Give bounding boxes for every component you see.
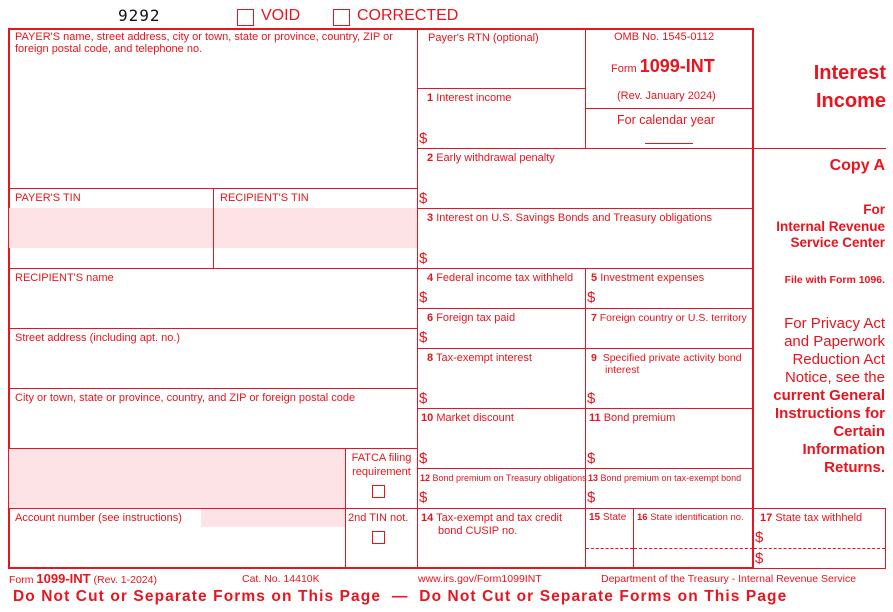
box13-dollar: $ bbox=[587, 489, 596, 506]
irs-center: For Internal Revenue Service Center bbox=[776, 202, 885, 250]
form-title bbox=[760, 59, 886, 115]
box3-label: 3 Interest on U.S. Savings Bonds and Treasury obligations bbox=[427, 212, 712, 224]
payer-tin-label: PAYER'S TIN bbox=[15, 192, 81, 204]
omb-form-name: 1099-INT bbox=[639, 56, 715, 76]
box16-divider bbox=[634, 548, 753, 549]
box1-dollar: $ bbox=[419, 130, 428, 147]
box10-dollar: $ bbox=[419, 450, 428, 467]
void-label: VOID bbox=[261, 7, 301, 24]
box10-label: 10 Market discount bbox=[421, 412, 514, 424]
omb-form-title bbox=[611, 56, 715, 77]
recipient-tin-shade bbox=[214, 208, 417, 248]
corrected-checkbox[interactable] bbox=[333, 9, 350, 26]
box15-divider bbox=[586, 548, 633, 549]
box17-divider bbox=[754, 548, 885, 549]
box8-label: 8 Tax-exempt interest bbox=[427, 352, 532, 364]
account-number-label: Account number (see instructions) bbox=[15, 512, 182, 524]
street-address-label: Street address (including apt. no.) bbox=[15, 332, 181, 344]
calendar-year-line[interactable] bbox=[645, 143, 693, 144]
fatca-label: FATCA filing requirement bbox=[351, 452, 412, 478]
fatca-checkbox[interactable] bbox=[372, 485, 385, 498]
city-label: City or town, state or province, country, and ZIP or foreign postal code bbox=[15, 392, 356, 404]
box3-dollar: $ bbox=[419, 250, 428, 267]
footer-cat: Cat. No. 14410K bbox=[242, 573, 320, 585]
recipient-name-label: RECIPIENT'S name bbox=[15, 272, 114, 284]
footer-dept: Department of the Treasury - Internal Revenue Service bbox=[601, 573, 857, 585]
corrected-label: CORRECTED bbox=[357, 7, 459, 24]
box5-label: 5 Investment expenses bbox=[591, 272, 705, 284]
payer-block-label: PAYER'S name, street address, city or town, state or province, country, ZIP or foreign postal code, and telephone no. bbox=[15, 31, 393, 55]
shaded-fill bbox=[9, 449, 345, 508]
account-shade bbox=[201, 509, 345, 527]
recipient-tin-label: RECIPIENT'S TIN bbox=[220, 192, 309, 204]
calendar-year-label: For calendar year bbox=[617, 113, 715, 127]
box2-label: 2 Early withdrawal penalty bbox=[427, 152, 555, 164]
box9-label: 9 Specified private activity bond interest bbox=[591, 352, 742, 376]
box16-label: 16 State identification no. bbox=[637, 512, 744, 523]
box17-dollar1: $ bbox=[755, 529, 764, 546]
box12-label: 12 Bond premium on Treasury obligations bbox=[420, 473, 587, 483]
omb-number: OMB No. 1545-0112 bbox=[614, 31, 715, 43]
box11-dollar: $ bbox=[587, 450, 596, 467]
box17-label: 17 State tax withheld bbox=[760, 512, 863, 524]
box8-dollar: $ bbox=[419, 390, 428, 407]
privacy-notice: For Privacy Act and Paperwork Reduction Act Notice, see the current General Instructions for Certain Information Returns. bbox=[773, 315, 885, 476]
box12-dollar: $ bbox=[419, 489, 428, 506]
box6-label: 6 Foreign tax paid bbox=[427, 312, 516, 324]
box9-dollar: $ bbox=[587, 390, 596, 407]
box2-dollar: $ bbox=[419, 190, 428, 207]
side-divider bbox=[753, 148, 886, 149]
omb-form-prefix: Form bbox=[611, 63, 637, 75]
box6-dollar: $ bbox=[419, 329, 428, 346]
box17-dollar2: $ bbox=[755, 550, 764, 567]
file-with: File with Form 1096. bbox=[784, 274, 885, 286]
payer-tin-shade bbox=[9, 208, 213, 248]
copy-a: Copy A bbox=[829, 157, 885, 174]
omb-rev: (Rev. January 2024) bbox=[617, 90, 716, 102]
box4-label: 4 Federal income tax withheld bbox=[427, 272, 574, 284]
box15-label: 15 State bbox=[589, 512, 627, 523]
box14-label: 14 Tax-exempt and tax credit bond CUSIP no. bbox=[421, 512, 563, 537]
second-tin-label: 2nd TIN not. bbox=[348, 512, 409, 524]
box13-label: 13 Bond premium on tax-exempt bond bbox=[588, 473, 742, 483]
payer-rtn-label: Payer's RTN (optional) bbox=[428, 32, 539, 44]
void-checkbox[interactable] bbox=[237, 9, 254, 26]
footer-form: Form 1099-INT (Rev. 1-2024) bbox=[9, 571, 157, 586]
box7-label: 7 Foreign country or U.S. territory bbox=[591, 312, 747, 324]
second-tin-checkbox[interactable] bbox=[372, 531, 385, 544]
box1-label: 1 Interest income bbox=[427, 92, 512, 104]
footer-url[interactable]: www.irs.gov/Form1099INT bbox=[418, 573, 542, 585]
title-line1: Interest bbox=[813, 62, 886, 84]
box5-dollar: $ bbox=[587, 289, 596, 306]
form-code: 9292 bbox=[118, 6, 161, 25]
title-line2: Income bbox=[815, 90, 886, 112]
do-not-cut: Do Not Cut or Separate Forms on This Page — Do Not Cut or Separate Forms on This Page bbox=[13, 588, 788, 605]
box4-dollar: $ bbox=[419, 289, 428, 306]
box11-label: 11 Bond premium bbox=[589, 412, 676, 424]
